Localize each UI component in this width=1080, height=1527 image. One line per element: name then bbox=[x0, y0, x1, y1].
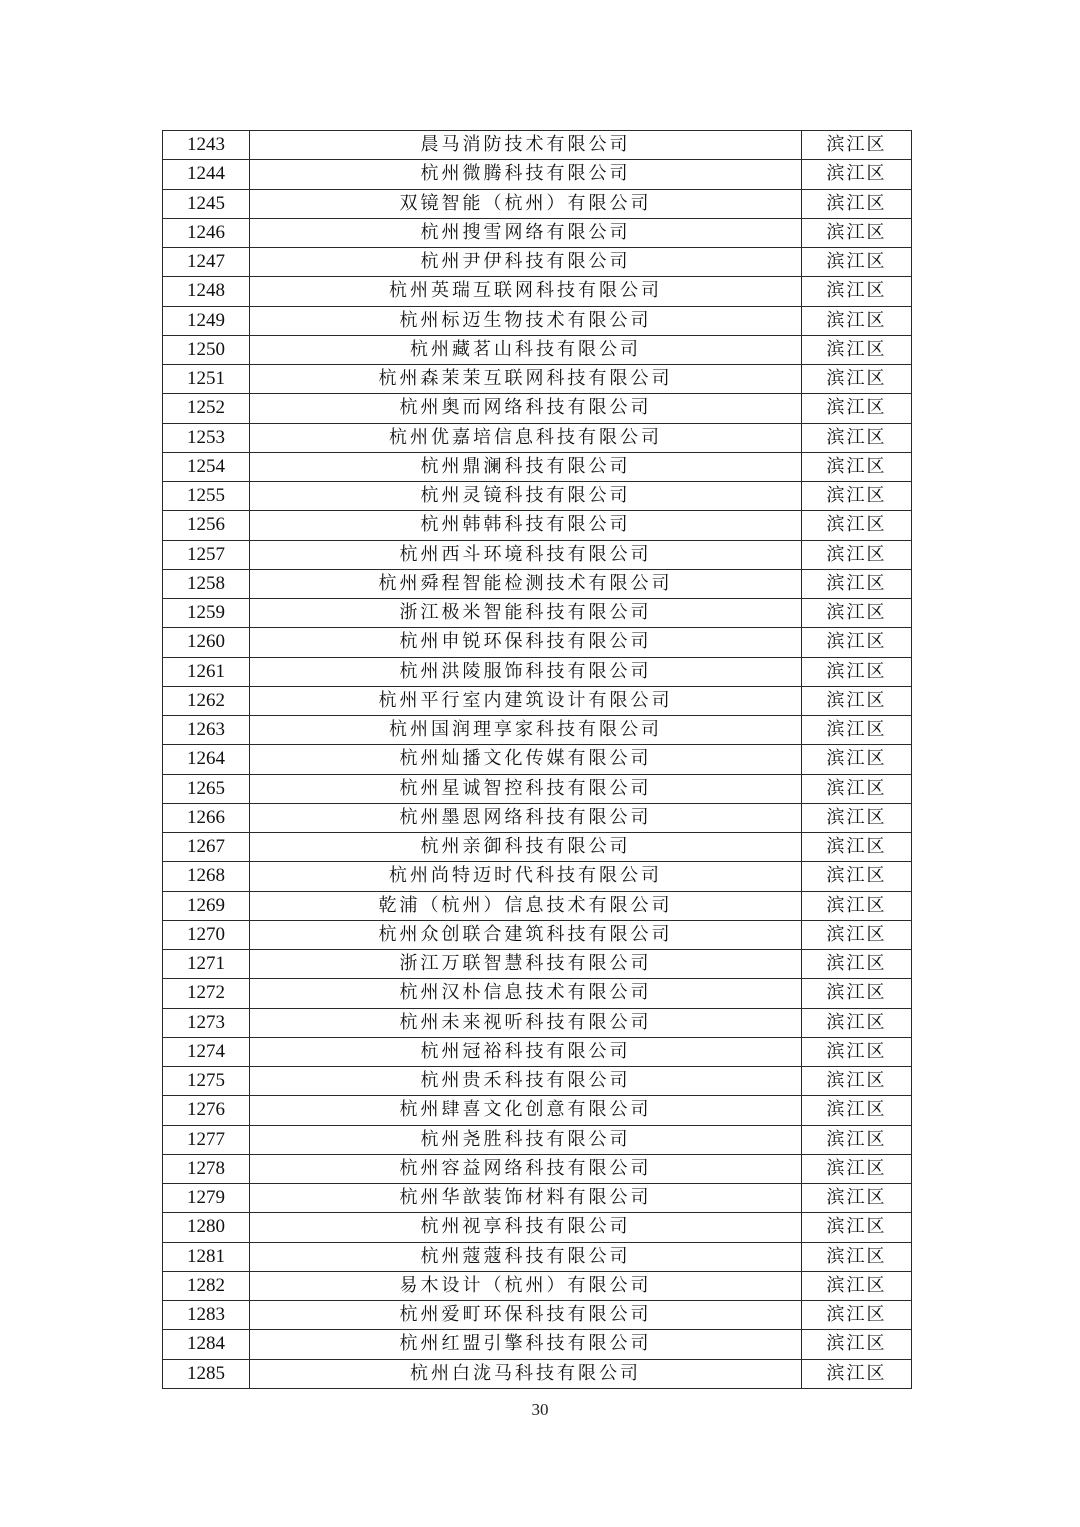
company-name-cell: 杭州灿播文化传媒有限公司 bbox=[250, 745, 802, 774]
row-number-cell: 1253 bbox=[163, 423, 250, 452]
district-cell: 滨江区 bbox=[802, 657, 912, 686]
company-name-cell: 杭州奥而网络科技有限公司 bbox=[250, 394, 802, 423]
company-name-cell: 杭州藏茗山科技有限公司 bbox=[250, 335, 802, 364]
company-name-cell: 杭州亲御科技有限公司 bbox=[250, 833, 802, 862]
table-row bbox=[163, 511, 912, 540]
row-number-cell: 1266 bbox=[163, 803, 250, 832]
table-row bbox=[163, 1037, 912, 1066]
district-cell: 滨江区 bbox=[802, 891, 912, 920]
district-cell: 滨江区 bbox=[802, 1242, 912, 1271]
company-name-cell: 杭州韩韩科技有限公司 bbox=[250, 511, 802, 540]
district-cell: 滨江区 bbox=[802, 599, 912, 628]
row-number-cell: 1278 bbox=[163, 1154, 250, 1183]
district-cell: 滨江区 bbox=[802, 394, 912, 423]
row-number-cell: 1249 bbox=[163, 306, 250, 335]
row-number-cell: 1255 bbox=[163, 482, 250, 511]
row-number-cell: 1256 bbox=[163, 511, 250, 540]
district-cell: 滨江区 bbox=[802, 1067, 912, 1096]
district-cell: 滨江区 bbox=[802, 248, 912, 277]
district-cell: 滨江区 bbox=[802, 628, 912, 657]
district-cell: 滨江区 bbox=[802, 833, 912, 862]
company-name-cell: 杭州墨恩网络科技有限公司 bbox=[250, 803, 802, 832]
row-number-cell: 1243 bbox=[163, 131, 250, 160]
company-name-cell: 杭州星诚智控科技有限公司 bbox=[250, 774, 802, 803]
table-row bbox=[163, 1184, 912, 1213]
table-row bbox=[163, 452, 912, 481]
row-number-cell: 1262 bbox=[163, 686, 250, 715]
district-cell: 滨江区 bbox=[802, 1184, 912, 1213]
row-number-cell: 1245 bbox=[163, 189, 250, 218]
district-cell: 滨江区 bbox=[802, 1330, 912, 1359]
company-name-cell: 杭州森茉茉互联网科技有限公司 bbox=[250, 365, 802, 394]
table-row bbox=[163, 1359, 912, 1388]
row-number-cell: 1269 bbox=[163, 891, 250, 920]
table-row bbox=[163, 131, 912, 160]
table-row bbox=[163, 394, 912, 423]
table-row bbox=[163, 628, 912, 657]
row-number-cell: 1257 bbox=[163, 540, 250, 569]
row-number-cell: 1259 bbox=[163, 599, 250, 628]
table-row bbox=[163, 218, 912, 247]
district-cell: 滨江区 bbox=[802, 1008, 912, 1037]
company-name-cell: 易木设计（杭州）有限公司 bbox=[250, 1271, 802, 1300]
row-number-cell: 1279 bbox=[163, 1184, 250, 1213]
table-row bbox=[163, 833, 912, 862]
district-cell: 滨江区 bbox=[802, 540, 912, 569]
table-row bbox=[163, 979, 912, 1008]
table-row bbox=[163, 1213, 912, 1242]
row-number-cell: 1280 bbox=[163, 1213, 250, 1242]
row-number-cell: 1283 bbox=[163, 1301, 250, 1330]
company-name-cell: 杭州红盟引擎科技有限公司 bbox=[250, 1330, 802, 1359]
district-cell: 滨江区 bbox=[802, 511, 912, 540]
table-row bbox=[163, 335, 912, 364]
district-cell: 滨江区 bbox=[802, 131, 912, 160]
row-number-cell: 1270 bbox=[163, 920, 250, 949]
district-cell: 滨江区 bbox=[802, 920, 912, 949]
company-name-cell: 双镜智能（杭州）有限公司 bbox=[250, 189, 802, 218]
district-cell: 滨江区 bbox=[802, 1037, 912, 1066]
company-name-cell: 杭州尹伊科技有限公司 bbox=[250, 248, 802, 277]
table-row bbox=[163, 1125, 912, 1154]
company-name-cell: 杭州申锐环保科技有限公司 bbox=[250, 628, 802, 657]
row-number-cell: 1250 bbox=[163, 335, 250, 364]
table-row bbox=[163, 716, 912, 745]
company-name-cell: 晨马消防技术有限公司 bbox=[250, 131, 802, 160]
table-row bbox=[163, 862, 912, 891]
row-number-cell: 1261 bbox=[163, 657, 250, 686]
district-cell: 滨江区 bbox=[802, 1096, 912, 1125]
row-number-cell: 1248 bbox=[163, 277, 250, 306]
row-number-cell: 1281 bbox=[163, 1242, 250, 1271]
row-number-cell: 1276 bbox=[163, 1096, 250, 1125]
district-cell: 滨江区 bbox=[802, 686, 912, 715]
district-cell: 滨江区 bbox=[802, 716, 912, 745]
table-row bbox=[163, 745, 912, 774]
row-number-cell: 1285 bbox=[163, 1359, 250, 1388]
row-number-cell: 1277 bbox=[163, 1125, 250, 1154]
district-cell: 滨江区 bbox=[802, 1125, 912, 1154]
district-cell: 滨江区 bbox=[802, 335, 912, 364]
district-cell: 滨江区 bbox=[802, 862, 912, 891]
company-name-cell: 杭州白泷马科技有限公司 bbox=[250, 1359, 802, 1388]
company-name-cell: 杭州尧胜科技有限公司 bbox=[250, 1125, 802, 1154]
company-name-cell: 杭州西斗环境科技有限公司 bbox=[250, 540, 802, 569]
table-row bbox=[163, 248, 912, 277]
company-name-cell: 杭州爱町环保科技有限公司 bbox=[250, 1301, 802, 1330]
row-number-cell: 1271 bbox=[163, 950, 250, 979]
row-number-cell: 1268 bbox=[163, 862, 250, 891]
company-list-table-container bbox=[162, 130, 912, 1389]
company-name-cell: 杭州舜程智能检测技术有限公司 bbox=[250, 569, 802, 598]
table-row bbox=[163, 1096, 912, 1125]
table-row bbox=[163, 189, 912, 218]
row-number-cell: 1273 bbox=[163, 1008, 250, 1037]
company-name-cell: 杭州鼎澜科技有限公司 bbox=[250, 452, 802, 481]
row-number-cell: 1254 bbox=[163, 452, 250, 481]
row-number-cell: 1263 bbox=[163, 716, 250, 745]
table-row bbox=[163, 540, 912, 569]
row-number-cell: 1252 bbox=[163, 394, 250, 423]
district-cell: 滨江区 bbox=[802, 160, 912, 189]
company-name-cell: 杭州微腾科技有限公司 bbox=[250, 160, 802, 189]
company-name-cell: 杭州国润理享家科技有限公司 bbox=[250, 716, 802, 745]
company-name-cell: 杭州华歆装饰材料有限公司 bbox=[250, 1184, 802, 1213]
district-cell: 滨江区 bbox=[802, 1154, 912, 1183]
row-number-cell: 1265 bbox=[163, 774, 250, 803]
company-name-cell: 浙江万联智慧科技有限公司 bbox=[250, 950, 802, 979]
table-body bbox=[163, 131, 912, 1389]
company-name-cell: 杭州洪陵服饰科技有限公司 bbox=[250, 657, 802, 686]
table-row bbox=[163, 365, 912, 394]
district-cell: 滨江区 bbox=[802, 452, 912, 481]
district-cell: 滨江区 bbox=[802, 365, 912, 394]
table-row bbox=[163, 160, 912, 189]
table-row bbox=[163, 803, 912, 832]
table-row bbox=[163, 950, 912, 979]
table-row bbox=[163, 1242, 912, 1271]
district-cell: 滨江区 bbox=[802, 218, 912, 247]
row-number-cell: 1267 bbox=[163, 833, 250, 862]
district-cell: 滨江区 bbox=[802, 745, 912, 774]
company-name-cell: 乾浦（杭州）信息技术有限公司 bbox=[250, 891, 802, 920]
district-cell: 滨江区 bbox=[802, 979, 912, 1008]
company-name-cell: 杭州平行室内建筑设计有限公司 bbox=[250, 686, 802, 715]
table-row bbox=[163, 306, 912, 335]
company-name-cell: 杭州众创联合建筑科技有限公司 bbox=[250, 920, 802, 949]
district-cell: 滨江区 bbox=[802, 1271, 912, 1300]
table-row bbox=[163, 277, 912, 306]
table-row bbox=[163, 686, 912, 715]
company-name-cell: 杭州冠裕科技有限公司 bbox=[250, 1037, 802, 1066]
district-cell: 滨江区 bbox=[802, 306, 912, 335]
company-list-table bbox=[162, 130, 912, 1389]
company-name-cell: 杭州灵镜科技有限公司 bbox=[250, 482, 802, 511]
table-row bbox=[163, 1301, 912, 1330]
row-number-cell: 1244 bbox=[163, 160, 250, 189]
row-number-cell: 1251 bbox=[163, 365, 250, 394]
district-cell: 滨江区 bbox=[802, 277, 912, 306]
row-number-cell: 1246 bbox=[163, 218, 250, 247]
table-row bbox=[163, 891, 912, 920]
company-name-cell: 杭州搜雪网络有限公司 bbox=[250, 218, 802, 247]
company-name-cell: 杭州英瑞互联网科技有限公司 bbox=[250, 277, 802, 306]
district-cell: 滨江区 bbox=[802, 189, 912, 218]
company-name-cell: 杭州贵禾科技有限公司 bbox=[250, 1067, 802, 1096]
table-row bbox=[163, 599, 912, 628]
page-number: 30 bbox=[531, 1400, 549, 1419]
table-row bbox=[163, 920, 912, 949]
row-number-cell: 1275 bbox=[163, 1067, 250, 1096]
table-row bbox=[163, 1154, 912, 1183]
row-number-cell: 1282 bbox=[163, 1271, 250, 1300]
table-row bbox=[163, 774, 912, 803]
row-number-cell: 1274 bbox=[163, 1037, 250, 1066]
district-cell: 滨江区 bbox=[802, 482, 912, 511]
row-number-cell: 1284 bbox=[163, 1330, 250, 1359]
district-cell: 滨江区 bbox=[802, 423, 912, 452]
company-name-cell: 杭州视享科技有限公司 bbox=[250, 1213, 802, 1242]
company-name-cell: 浙江极米智能科技有限公司 bbox=[250, 599, 802, 628]
company-name-cell: 杭州汉朴信息技术有限公司 bbox=[250, 979, 802, 1008]
row-number-cell: 1247 bbox=[163, 248, 250, 277]
company-name-cell: 杭州肆喜文化创意有限公司 bbox=[250, 1096, 802, 1125]
row-number-cell: 1264 bbox=[163, 745, 250, 774]
district-cell: 滨江区 bbox=[802, 1213, 912, 1242]
district-cell: 滨江区 bbox=[802, 1359, 912, 1388]
company-name-cell: 杭州标迈生物技术有限公司 bbox=[250, 306, 802, 335]
district-cell: 滨江区 bbox=[802, 950, 912, 979]
district-cell: 滨江区 bbox=[802, 1301, 912, 1330]
company-name-cell: 杭州尚特迈时代科技有限公司 bbox=[250, 862, 802, 891]
row-number-cell: 1260 bbox=[163, 628, 250, 657]
company-name-cell: 杭州容益网络科技有限公司 bbox=[250, 1154, 802, 1183]
table-row bbox=[163, 1330, 912, 1359]
table-row bbox=[163, 423, 912, 452]
district-cell: 滨江区 bbox=[802, 774, 912, 803]
company-name-cell: 杭州未来视听科技有限公司 bbox=[250, 1008, 802, 1037]
table-row bbox=[163, 657, 912, 686]
district-cell: 滨江区 bbox=[802, 569, 912, 598]
table-row bbox=[163, 1008, 912, 1037]
row-number-cell: 1272 bbox=[163, 979, 250, 1008]
company-name-cell: 杭州优嘉培信息科技有限公司 bbox=[250, 423, 802, 452]
company-name-cell: 杭州蔻蔻科技有限公司 bbox=[250, 1242, 802, 1271]
table-row bbox=[163, 482, 912, 511]
table-row bbox=[163, 1067, 912, 1096]
row-number-cell: 1258 bbox=[163, 569, 250, 598]
table-row bbox=[163, 569, 912, 598]
district-cell: 滨江区 bbox=[802, 803, 912, 832]
table-row bbox=[163, 1271, 912, 1300]
